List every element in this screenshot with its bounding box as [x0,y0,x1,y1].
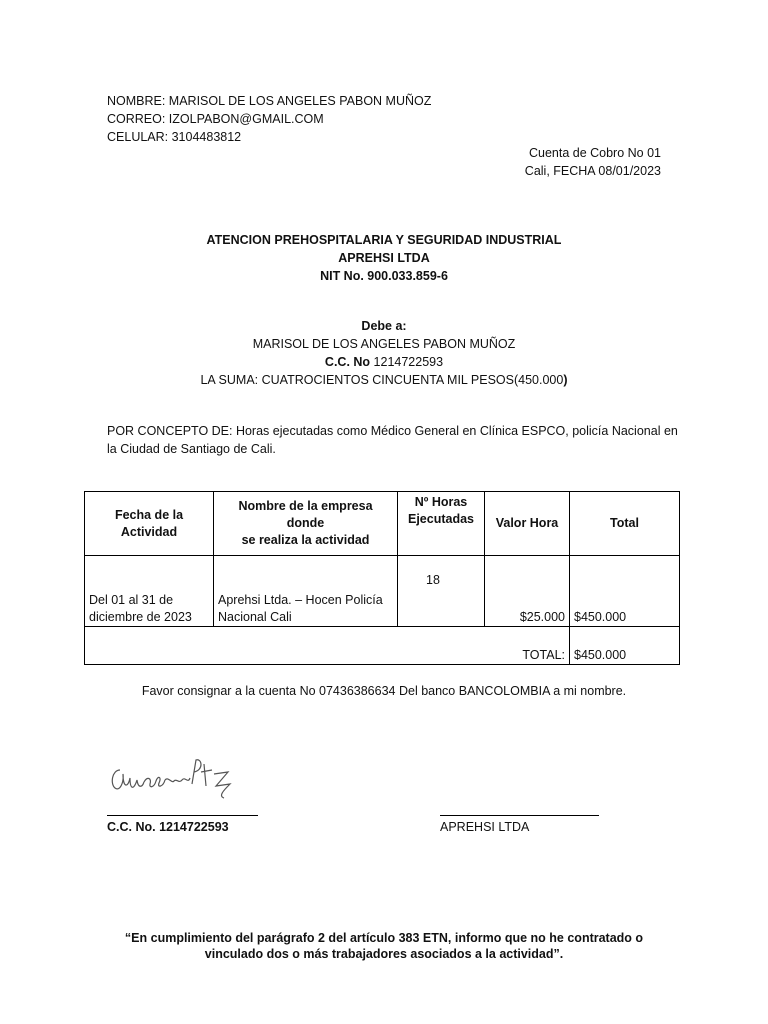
legal-line-1: “En cumplimiento del parágrafo 2 del artículo 383 ETN, informo que no he contratado o [124,931,644,945]
activity-table [84,491,680,665]
cc-value: 1214722593 [370,355,444,369]
signature-company: APREHSI LTDA [440,820,530,834]
debe-a-label: Debe a: [361,319,407,333]
total-value: $450.000 [570,627,680,665]
concepto-line-2: la Ciudad de Santiago de Cali. [107,442,276,456]
sender-block [107,92,431,146]
sender-phone: CELULAR: 3104483812 [107,130,242,144]
header-horas: Nº Horas Ejecutadas [398,492,485,556]
cell-empresa: Aprehsi Ltda. – Hocen Policía Nacional Cali [214,556,398,627]
table-total-row [85,627,680,665]
header-empresa: Nombre de la empresa donde se realiza la actividad [214,492,398,556]
table-row [85,556,680,627]
legal-declaration [84,930,684,962]
total-label: TOTAL: [85,627,570,665]
signature-image [106,748,238,800]
header-valor-hora: Valor Hora [485,492,570,556]
concepto-block [107,422,678,458]
suma-text [84,371,684,389]
company-block [84,231,684,285]
cell-total: $450.000 [570,556,680,627]
invoice-header [525,144,661,180]
debtor-name: MARISOL DE LOS ANGELES PABON MUÑOZ [252,337,516,351]
header-fecha: Fecha de la Actividad [85,492,214,556]
signature-line-right [440,815,599,816]
sender-email: CORREO: IZOLPABON@GMAIL.COM [107,112,324,126]
payment-instruction: Favor consignar a la cuenta No 07436386634 Del banco BANCOLOMBIA a mi nombre. [141,684,627,698]
table-header-row [85,492,680,556]
invoice-date: Cali, FECHA 08/01/2023 [524,164,661,178]
cc-label: C.C. No [324,355,371,369]
sender-name: NOMBRE: MARISOL DE LOS ANGELES PABON MUÑOZ [107,94,432,108]
invoice-number: Cuenta de Cobro No 01 [528,146,661,160]
concepto-line-1: POR CONCEPTO DE: Horas ejecutadas como Médico General en Clínica ESPCO, policía Nacional en [107,424,678,438]
cell-valor-hora: $25.000 [485,556,570,627]
company-nit: NIT No. 900.033.859-6 [320,269,448,283]
suma-close: ) [563,373,568,387]
header-total: Total [570,492,680,556]
company-short-name: APREHSI LTDA [338,251,430,265]
suma-amount: LA SUMA: CUATROCIENTOS CINCUENTA MIL PESOS(450.000 [200,373,564,387]
debtor-cc [84,353,684,371]
signature-cc: C.C. No. 1214722593 [107,820,229,834]
cell-horas: 18 [398,556,485,627]
signature-line-left [107,815,258,816]
company-name: ATENCION PREHOSPITALARIA Y SEGURIDAD INDUSTRIAL [206,233,562,247]
cell-fecha: Del 01 al 31 de diciembre de 2023 [85,556,214,627]
legal-line-2: vinculado dos o más trabajadores asociados a la actividad”. [204,947,564,961]
debtor-block [84,317,684,389]
